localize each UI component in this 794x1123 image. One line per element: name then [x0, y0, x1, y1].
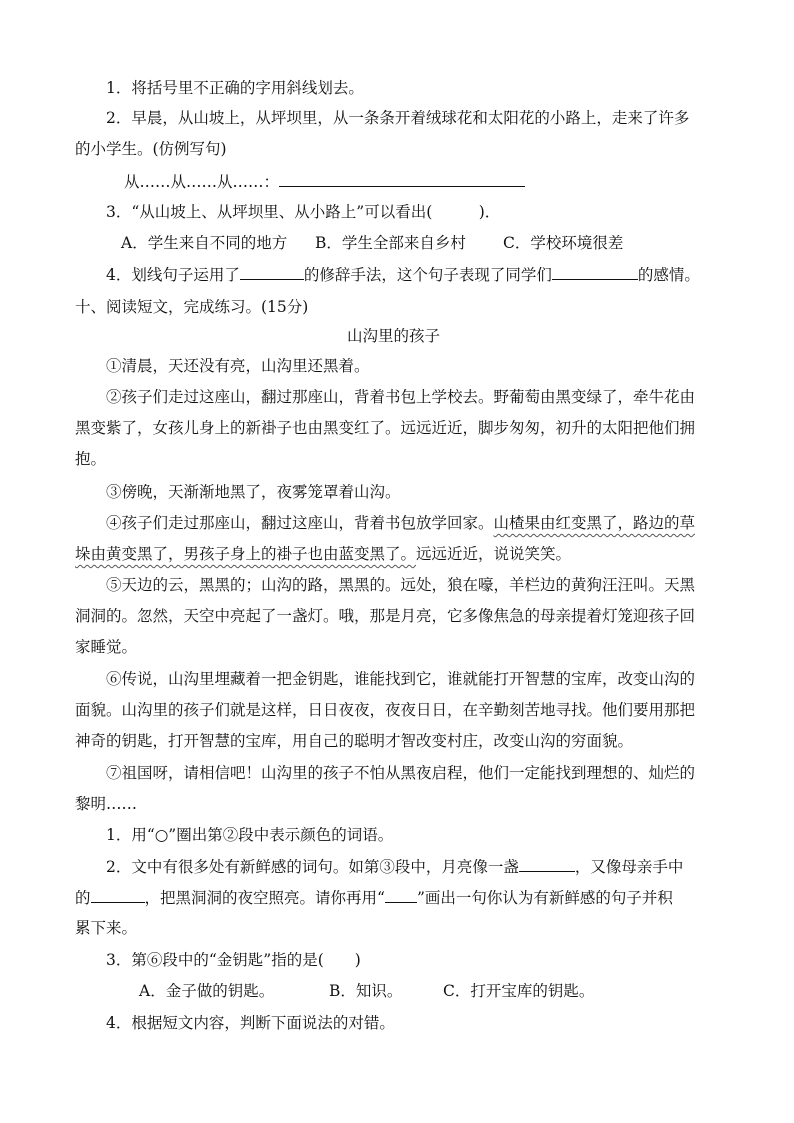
q9-item-4-blank-2[interactable] [552, 263, 638, 280]
exercise-2-text-d: ，把黑洞洞的夜空照亮。请你再用“ [144, 889, 385, 907]
q9-item-3: 3．“从山坡上、从坪坝里、从小路上”可以看出( )． [106, 203, 501, 221]
paragraph-6-line-2: 面貌。山沟里的孩子们就是这样，日日夜夜，夜夜日日，在辛勤刻苦地寻找。他们要用那把 [75, 701, 696, 719]
q9-item-2-line-2: 的小学生。(仿例写句) [75, 140, 227, 158]
q9-item-2-answer-blank[interactable] [279, 170, 525, 187]
q9-option-c[interactable]: C．学校环境很差 [503, 234, 624, 252]
paragraph-5-line-2: 洞洞的。忽然，天空中亮起了一盏灯。哦，那是月亮，它多像焦急的母亲提着灯笼迎孩子回 [75, 607, 696, 625]
paragraph-4-plain-1: ④孩子们走过那座山，翻过这座山，背着书包放学回家。 [106, 514, 494, 532]
q9-item-2-pattern-label: 从……从……从……： [124, 173, 280, 191]
q9-item-2-line-1: 2．早晨，从山坡上，从坪坝里，从一条条开着绒球花和太阳花的小路上，走来了许多 [106, 109, 690, 127]
paragraph-2-line-3: 抱。 [75, 450, 107, 468]
exercise-4: 4．根据短文内容，判断下面说法的对错。 [106, 1014, 395, 1032]
paragraph-6-line-1: ⑥传说，山沟里埋藏着一把金钥匙，谁能找到它，谁就能打开智慧的宝库，改变山沟的 [106, 670, 696, 688]
exercise-2-line-3: 累下来。 [75, 919, 138, 937]
q9-item-4 [106, 263, 700, 286]
paragraph-1: ①清晨，天还没有亮，山沟里还黑着。 [106, 357, 370, 375]
q9-item-4-part-1: 4．划线句子运用了 [106, 266, 240, 284]
passage-title: 山沟里的孩子 [347, 327, 441, 345]
q9-item-1: 1．将括号里不正确的字用斜线划去。 [106, 79, 364, 97]
paragraph-4-underlined-2: 垛由黄变黑了，男孩子身上的褂子也由蓝变黑了。 [75, 545, 417, 563]
exercise-3: 3．第⑥段中的“金钥匙”指的是( ) [106, 951, 361, 969]
q9-option-a[interactable]: A．学生来自不同的地方 [121, 234, 288, 252]
exercise-1: 1．用“○”圈出第②段中表示颜色的词语。 [106, 826, 394, 844]
paragraph-7-line-2: 黎明…… [75, 795, 138, 813]
paragraph-4-plain-2: 远远近近，说说笑笑。 [416, 545, 572, 563]
paragraph-4-line-2 [75, 543, 571, 565]
exercise-3-option-c[interactable]: C．打开宝库的钥匙。 [443, 982, 595, 1000]
exercise-2-text-a: 2．文中有很多处有新鲜感的词句。如第③段中，月亮像一盏 [106, 858, 519, 876]
exercise-2-line-1 [106, 855, 683, 878]
paragraph-7-line-1: ⑦祖国呀，请相信吧！山沟里的孩子不怕从黑夜启程，他们一定能找到理想的、灿烂的 [106, 764, 696, 782]
paragraph-4-underlined-1: 山楂果由红变黑了，路边的草 [493, 514, 696, 532]
q9-item-4-part-3: 的感情。 [637, 266, 700, 284]
q9-item-4-part-2: 的修辞手法，这个句子表现了同学们 [303, 266, 552, 284]
paragraph-2-line-2: 黑变紫了，女孩儿身上的新褂子也由黑变红了。远远近近，脚步匆匆，初升的太阳把他们拥 [75, 419, 696, 437]
paragraph-6-line-3: 神奇的钥匙，打开智慧的宝库，用自己的聪明才智改变村庄，改变山沟的穷面貌。 [75, 732, 634, 750]
exercise-2-blank-2[interactable] [91, 886, 145, 903]
exercise-2-blank-1[interactable] [519, 855, 575, 872]
exercise-3-options [139, 980, 594, 1002]
exercise-2-text-b: ，又像母亲手中 [574, 858, 684, 876]
exercise-2-underline-sample [385, 886, 417, 903]
q9-item-2-pattern [124, 170, 525, 193]
exercise-3-option-b[interactable]: B．知识。 [329, 982, 403, 1000]
exercise-2-line-2 [75, 886, 673, 909]
paragraph-2-line-1: ②孩子们走过这座山，翻过那座山，背着书包上学校去。野葡萄由黑变绿了，牵牛花由 [106, 388, 696, 406]
paragraph-4-line-1 [106, 512, 695, 534]
paragraph-5-line-3: 家睡觉。 [75, 638, 138, 656]
q9-option-b[interactable]: B．学生全部来自乡村 [315, 234, 466, 252]
paragraph-3: ③傍晚，天渐渐地黑了，夜雾笼罩着山沟。 [106, 483, 401, 501]
exercise-2-text-e: ”画出一句你认为有新鲜感的句子并积 [416, 889, 673, 907]
exercise-2-text-c: 的 [75, 889, 91, 907]
paragraph-5-line-1: ⑤天边的云，黑黑的；山沟的路，黑黑的。远处，狼在嚎，羊栏边的黄狗汪汪叫。天黑 [106, 576, 696, 594]
exercise-3-option-a[interactable]: A．金子做的钥匙。 [139, 982, 275, 1000]
q9-item-3-options [121, 232, 623, 254]
q9-item-4-blank-1[interactable] [240, 263, 304, 280]
q10-heading: 十、阅读短文，完成练习。(15分) [75, 298, 309, 316]
